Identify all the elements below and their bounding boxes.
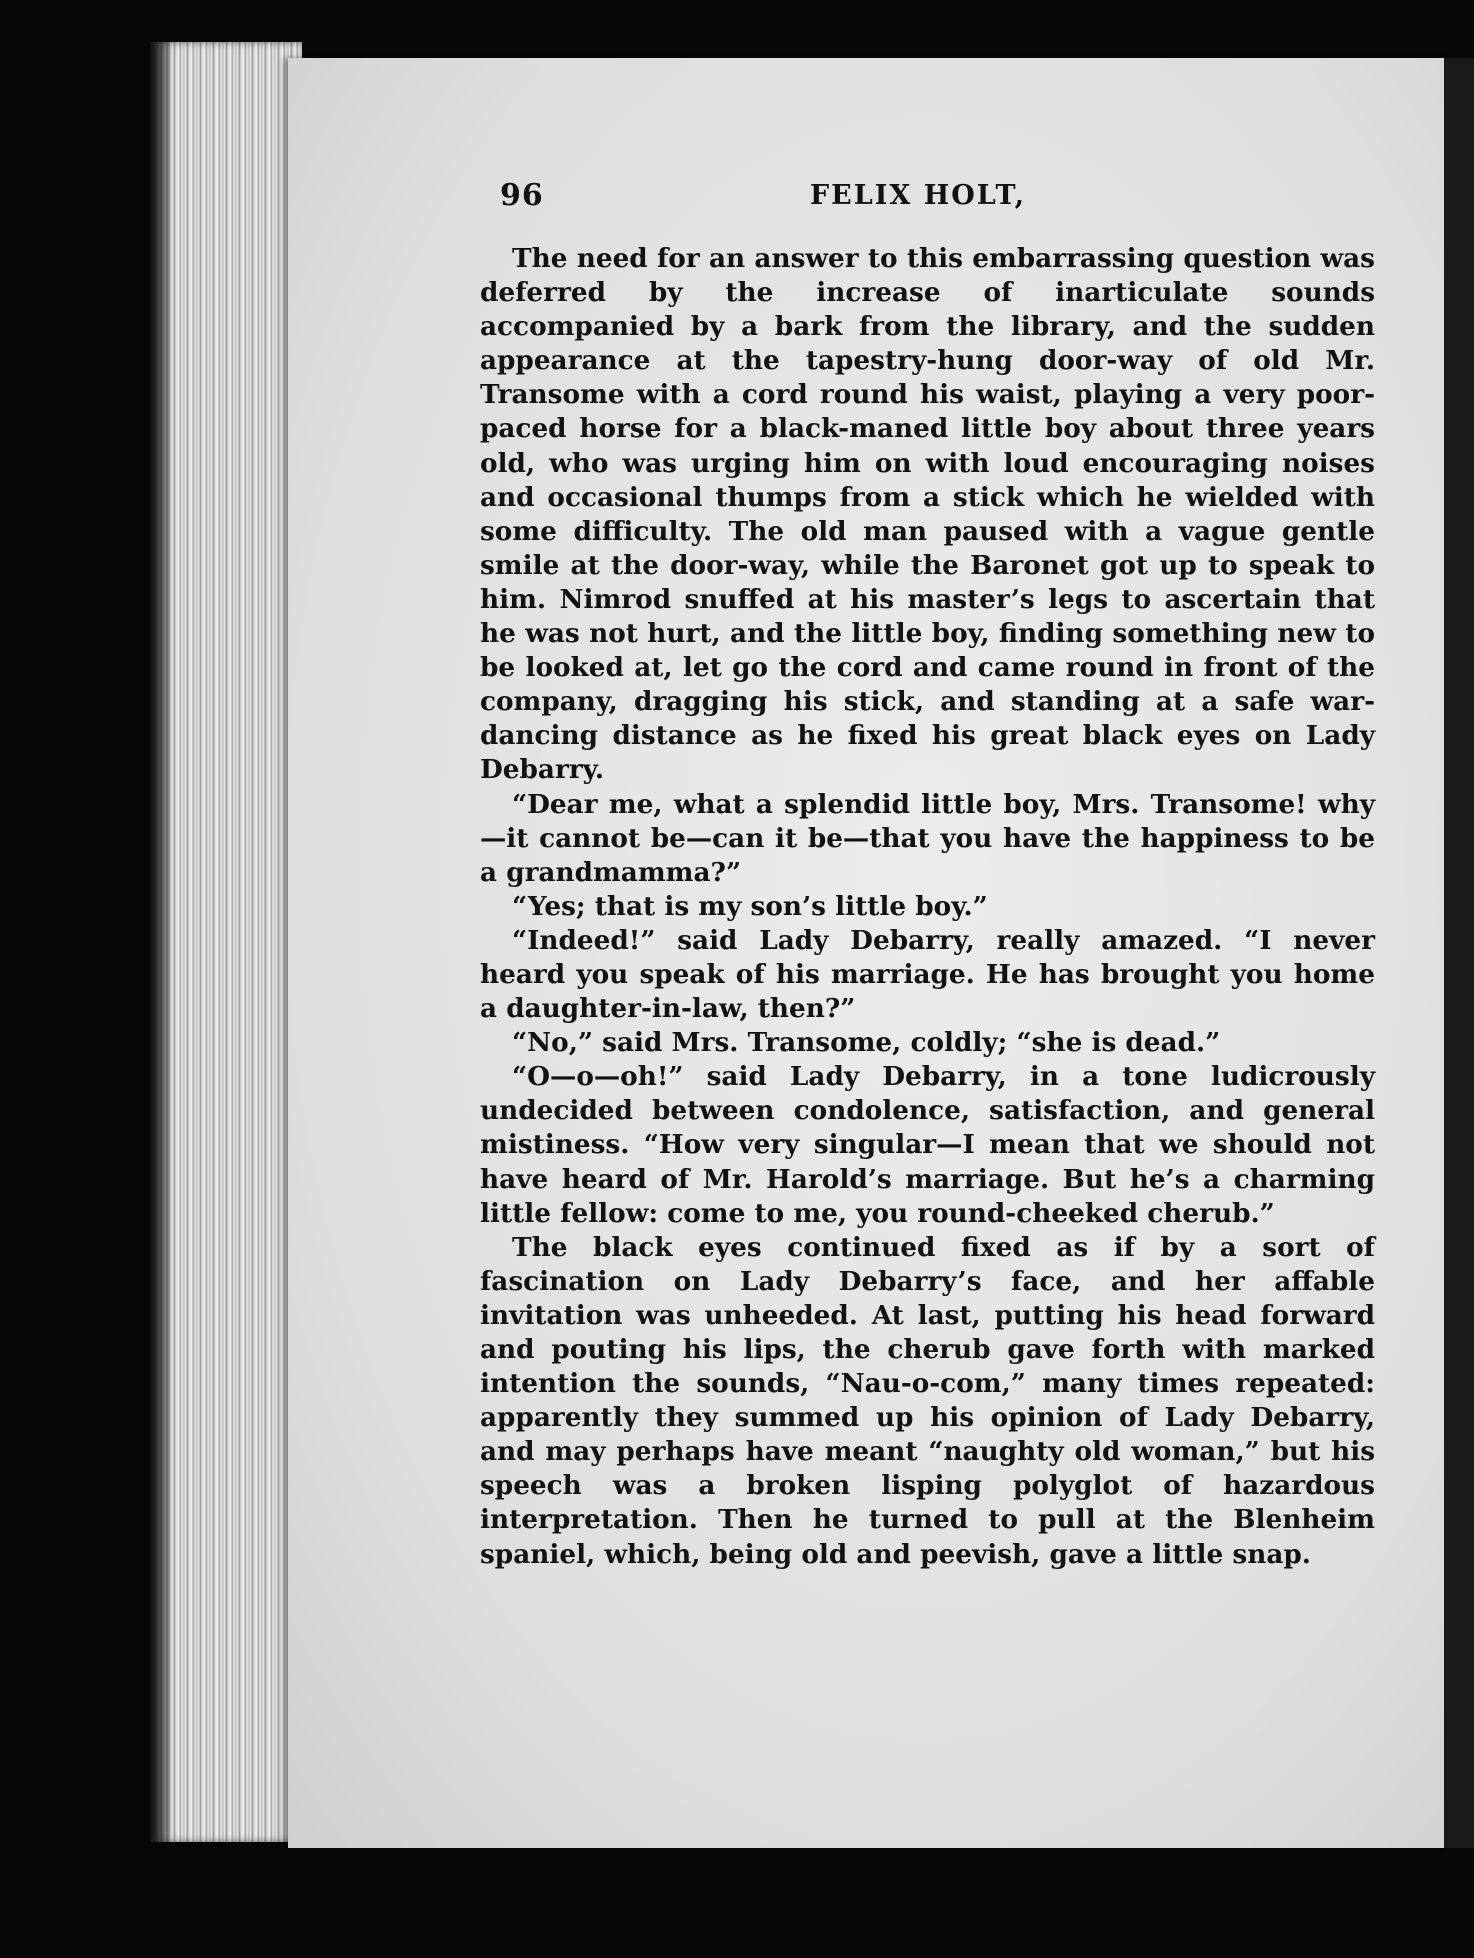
facing-page-edge <box>1444 58 1474 1848</box>
spine-shadow <box>150 42 170 1842</box>
running-head: FELIX HOLT, <box>810 180 1027 211</box>
paragraph: “Indeed!” said Lady Debarry, really amazed. “I never heard you speak of his marriage. He has brought you home a daughter-in-law, then?” <box>480 924 1375 1025</box>
paragraph: “Yes; that is my son’s little boy.” <box>512 890 988 922</box>
paragraph: The black eyes continued fixed as if by a sort of fascination on Lady Debarry’s face, and her affable invitation was unheeded. At last, putting his head forward and pouting his lips, the cherub gave forth with marked intention the sounds, “Nau-o-com,” many times repeated: apparently they summed up his opinion of Lady Debarry, and may perhaps have meant “naughty old woman,” but his speech was a broken lisping polyglot of hazardous interpretation. Then he turned to pull at the Blenheim spaniel, which, being old and peevish, gave a little snap. <box>480 1231 1375 1570</box>
page-number: 96 <box>500 178 544 213</box>
page-header <box>500 178 1370 228</box>
paragraph: “Dear me, what a splendid little boy, Mrs. Transome! why —it cannot be—can it be—that you have the happiness to be a grandmamma?” <box>480 788 1375 888</box>
page-edges <box>150 42 302 1842</box>
paragraph: “No,” said Mrs. Transome, coldly; “she is dead.” <box>512 1027 1221 1059</box>
body-text <box>480 242 1375 1572</box>
paragraph: The need for an answer to this embarrassing question was deferred by the increase of inarticulate sounds accompanied by a bark from the library, and the sudden appearance at the tapestry-hung door-way of old Mr. Transome with a cord round his waist, playing a very poor-paced horse for a black-maned little boy about three years old, who was urging him on with loud encouraging noises and occasional thumps from a stick which he wielded with some difficulty. The old man paused with a vague gentle smile at the door-way, while the Baronet got up to speak to him. Nimrod snuffed at his master’s legs to ascertain that he was not hurt, and the little boy, finding something new to be looked at, let go the cord and came round in front of the company, dragging his stick, and standing at a safe war-dancing distance as he fixed his great black eyes on Lady Debarry. <box>480 243 1375 786</box>
paragraph: “O—o—oh!” said Lady Debarry, in a tone ludicrously undecided between condolence, satisfaction, and general mistiness. “How very singular—I mean that we should not have heard of Mr. Harold’s marriage. But he’s a charming little fellow: come to me, you round-cheeked cherub.” <box>480 1061 1375 1229</box>
